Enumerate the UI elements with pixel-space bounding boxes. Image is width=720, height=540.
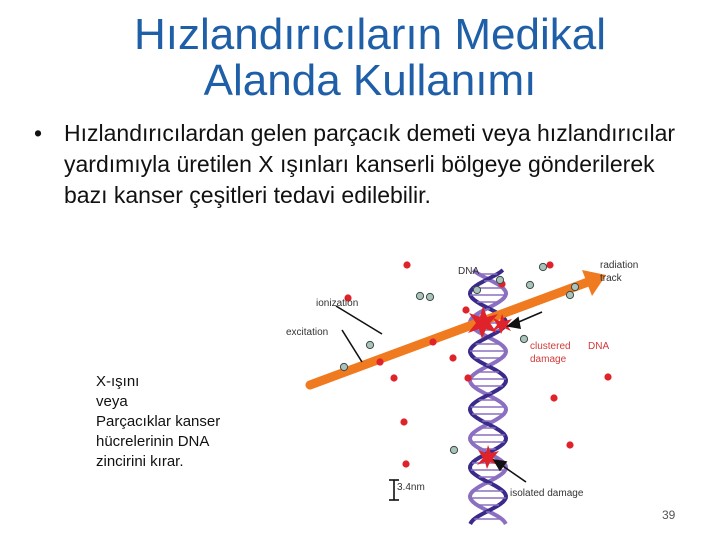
clustered-damage-dna-label: DNA [588, 341, 610, 352]
ionization-pointer [336, 306, 382, 334]
ionized-particle-dot [449, 354, 456, 361]
excited-particle-dot [340, 363, 347, 370]
bullet-paragraph [34, 118, 684, 211]
ionized-particle-dot [566, 441, 573, 448]
ionized-particle-dot [464, 374, 471, 381]
excited-particle-dot [566, 291, 573, 298]
caption-line: veya [96, 393, 128, 410]
radiation-track-label-1: radiation [600, 260, 639, 271]
radiation-track-label-2: track [600, 273, 622, 284]
excited-particle-dot [426, 293, 433, 300]
scale-label: 3.4nm [397, 482, 425, 493]
excitation-pointer [342, 330, 362, 362]
dna-radiation-figure [270, 250, 700, 530]
dna-strand-a [470, 270, 506, 524]
dna-label: DNA [458, 266, 480, 277]
clustered-damage-label-2: damage [530, 354, 567, 365]
excited-particle-dot [496, 276, 503, 283]
caption-line: X-ışını [96, 373, 140, 390]
ionized-particle-dot [390, 374, 397, 381]
title-line-2: Alanda Kullanımı [203, 56, 537, 105]
isolated-damage-label: isolated damage [510, 488, 584, 499]
excited-particle-dot [450, 446, 457, 453]
excited-particle-dot [539, 263, 546, 270]
ionized-particle-dot [400, 418, 407, 425]
caption-line: Parçacıklar kanser [96, 413, 221, 430]
ionization-label: ionization [316, 298, 359, 309]
particle-dots [340, 261, 611, 467]
ionized-particle-dot [604, 373, 611, 380]
ionized-particle-dot [403, 261, 410, 268]
dna-helix [470, 270, 506, 524]
ionized-particle-dot [376, 358, 383, 365]
caption-line: zincirini kırar. [96, 453, 184, 470]
ionized-particle-dot [429, 338, 436, 345]
bullet-text: Hızlandırıcılardan gelen parçacık demeti veya hızlandırıcılar yardımıyla üretilen X ışınları kanserli bölgeye gönderilerek bazı kanser çeşitleri tedavi edilebilir. [64, 120, 676, 208]
excited-particle-dot [526, 281, 533, 288]
caption-line: hücrelerinin DNA [96, 433, 210, 450]
excited-particle-dot [416, 292, 423, 299]
clustered-arrowhead [508, 318, 520, 328]
excited-particle-dot [473, 286, 480, 293]
ionized-particle-dot [550, 394, 557, 401]
excited-particle-dot [520, 335, 527, 342]
excited-particle-dot [366, 341, 373, 348]
excited-particle-dot [571, 283, 578, 290]
radiation-track [310, 270, 606, 385]
page-number: 39 [662, 508, 676, 522]
slide-title [60, 12, 680, 104]
ionized-particle-dot [546, 261, 553, 268]
clustered-damage-label-1: clustered [530, 341, 571, 352]
excitation-label: excitation [286, 327, 329, 338]
bullet-dot: • [34, 120, 43, 146]
title-line-1: Hızlandırıcıların Medikal [134, 10, 606, 59]
ionized-particle-dot [462, 306, 469, 313]
ionized-particle-dot [402, 460, 409, 467]
figure-caption [96, 372, 276, 472]
